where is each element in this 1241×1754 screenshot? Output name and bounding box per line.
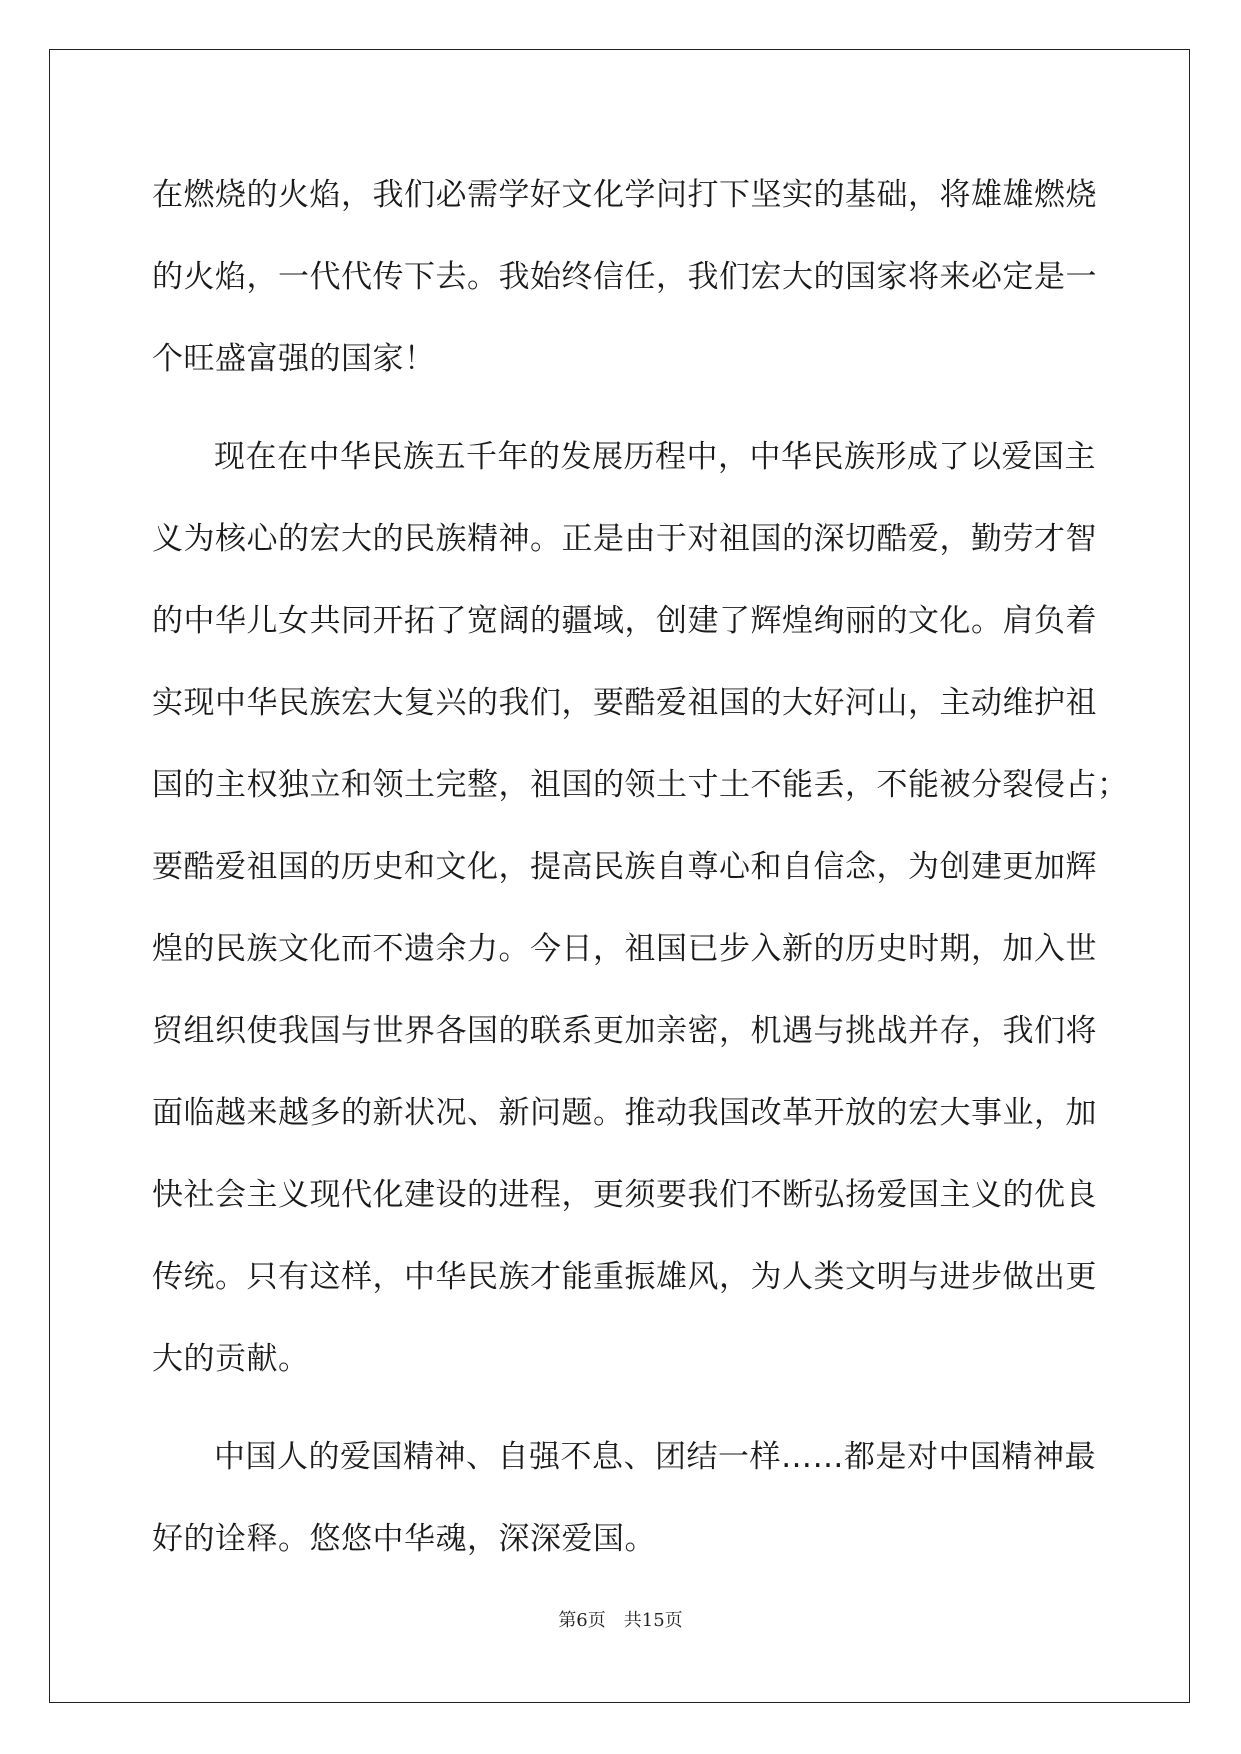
text-line: 大的贡献。 (152, 1341, 310, 1377)
text-line: 面临越来越多的新状况、新问题。推动我国改革开放的宏大事业，加 (152, 1095, 1097, 1131)
text-line: 个旺盛富强的国家！ (152, 341, 436, 377)
text-line: 煌的民族文化而不遗余力。今日，祖国已步入新的历史时期，加入世 (152, 931, 1097, 967)
text-line: 实现中华民族宏大复兴的我们，要酷爱祖国的大好河山，主动维护祖 (152, 685, 1097, 721)
text-line: 贸组织使我国与世界各国的联系更加亲密，机遇与挑战并存，我们将 (152, 1013, 1097, 1049)
paragraph-2 (152, 416, 1129, 1400)
text-line: 在燃烧的火焰，我们必需学好文化学问打下坚实的基础，将雄雄燃烧 (152, 177, 1097, 213)
text-line: 好的诠释。悠悠中华魂，深深爱国。 (152, 1521, 656, 1557)
text-line: 的火焰，一代代传下去。我始终信任，我们宏大的国家将来必定是一 (152, 259, 1097, 295)
text-line: 中国人的爱国精神、自强不息、团结一样……都是对中国精神最 (214, 1439, 1096, 1475)
page-footer (0, 1606, 1241, 1632)
text-line: 要酷爱祖国的历史和文化，提高民族自尊心和自信念，为创建更加辉 (152, 849, 1097, 885)
text-line: 现在在中华民族五千年的发展历程中，中华民族形成了以爱国主 (214, 439, 1096, 475)
document-body (152, 154, 1129, 1580)
text-line: 快社会主义现代化建设的进程，更须要我们不断弘扬爱国主义的优良 (152, 1177, 1097, 1213)
paragraph-3 (152, 1416, 1096, 1580)
text-line: 义为核心的宏大的民族精神。正是由于对祖国的深切酷爱，勤劳才智 (152, 521, 1097, 557)
text-line: 传统。只有这样，中华民族才能重振雄风，为人类文明与进步做出更 (152, 1259, 1097, 1295)
paragraph-1 (152, 154, 1097, 400)
page-total: 共15页 (623, 1610, 683, 1631)
page-number: 第6页 (558, 1610, 606, 1631)
text-line: 国的主权独立和领土完整，祖国的领土寸土不能丢，不能被分裂侵占； (152, 767, 1129, 803)
text-line: 的中华儿女共同开拓了宽阔的疆域，创建了辉煌绚丽的文化。肩负着 (152, 603, 1097, 639)
